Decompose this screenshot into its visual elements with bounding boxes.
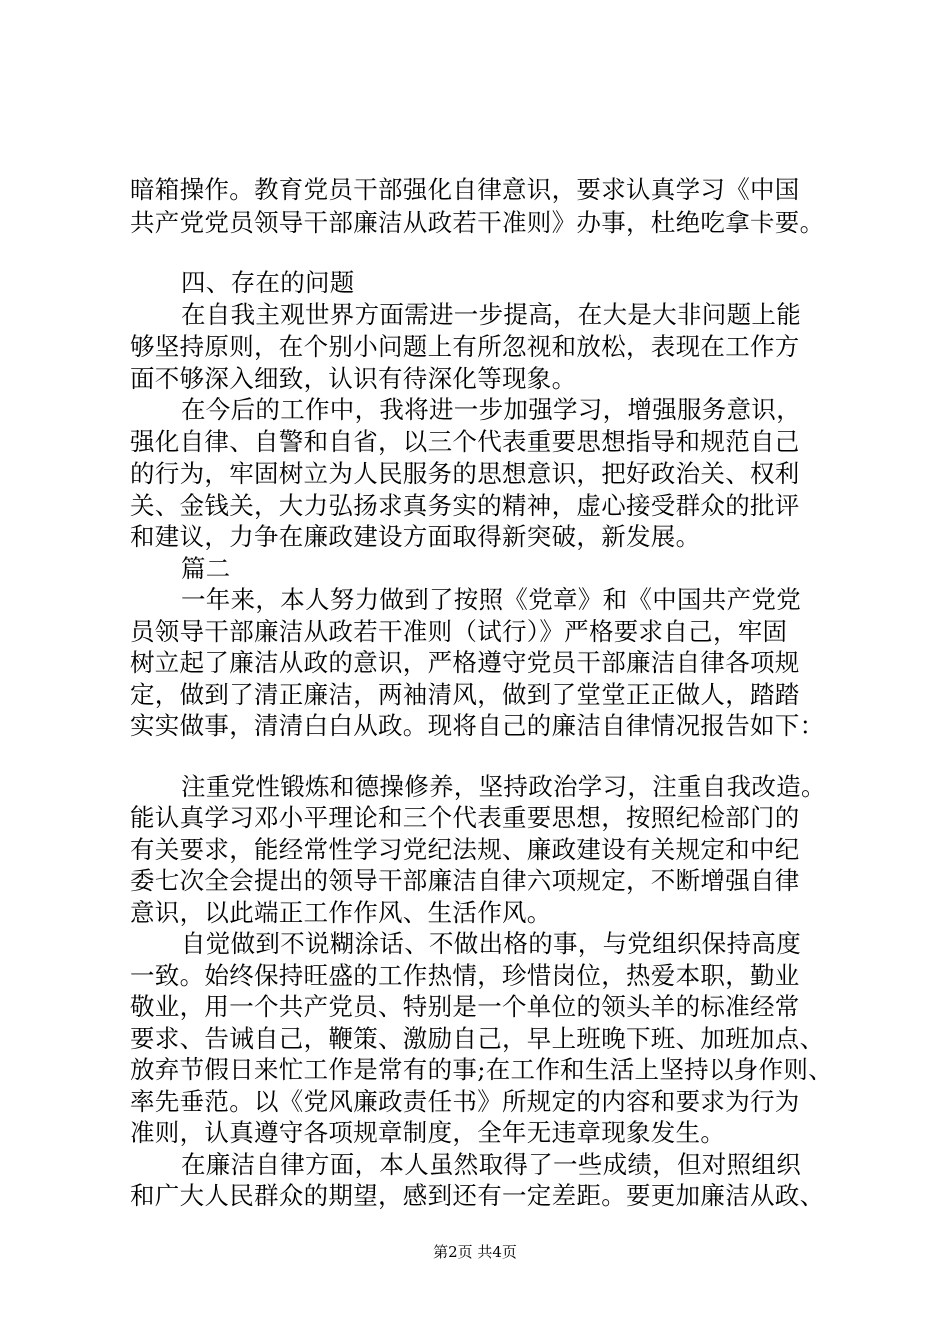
text-line: 强化自律、自警和自省，以三个代表重要思想指导和规范自己 — [130, 427, 800, 456]
text-line: 和广大人民群众的期望，感到还有一定差距。要更加廉洁从政、 — [130, 1181, 825, 1210]
text-line: 意识，以此端正工作作风、生活作风。 — [130, 898, 552, 927]
text-line: 一致。始终保持旺盛的工作热情，珍惜岗位，热爱本职，勤业 — [130, 961, 800, 990]
text-line: 够坚持原则，在个别小问题上有所忽视和放松，表现在工作方 — [130, 332, 800, 361]
section-heading: 篇二 — [181, 554, 231, 583]
text-line: 在自我主观世界方面需进一步提高，在大是大非问题上能 — [181, 300, 801, 329]
text-line: 能认真学习邓小平理论和三个代表重要思想，按照纪检部门的 — [130, 803, 800, 832]
text-line: 在廉洁自律方面，本人虽然取得了一些成绩，但对照组织 — [181, 1150, 801, 1179]
text-line: 注重党性锻炼和德操修养，坚持政治学习，注重自我改造。 — [181, 772, 826, 801]
text-line: 放弃节假日来忙工作是常有的事;在工作和生活上坚持以身作则、 — [130, 1055, 833, 1084]
text-line: 准则，认真遵守各项规章制度，全年无违章现象发生。 — [130, 1118, 726, 1147]
text-line: 和建议，力争在廉政建设方面取得新突破，新发展。 — [130, 522, 701, 551]
text-line: 关、金钱关，大力弘扬求真务实的精神，虚心接受群众的批评 — [130, 491, 800, 520]
text-line: 自觉做到不说糊涂话、不做出格的事，与党组织保持高度 — [181, 929, 801, 958]
text-line: 面不够深入细致，认识有待深化等现象。 — [130, 364, 577, 393]
text-line: 有关要求，能经常性学习党纪法规、廉政建设有关规定和中纪 — [130, 835, 800, 864]
text-line: 一年来，本人努力做到了按照《党章》和《中国共产党党 — [181, 585, 801, 614]
text-line: 实实做事，清清白白从政。现将自己的廉洁自律情况报告如下： — [130, 711, 825, 740]
section-heading: 四、存在的问题 — [181, 268, 355, 297]
text-line: 树立起了廉洁从政的意识，严格遵守党员干部廉洁自律各项规 — [130, 648, 800, 677]
text-line: 的行为，牢固树立为人民服务的思想意识，把好政治关、权利 — [130, 459, 800, 488]
text-line: 定，做到了清正廉洁，两袖清风，做到了堂堂正正做人，踏踏 — [130, 680, 800, 709]
text-line: 率先垂范。以《党风廉政责任书》所规定的内容和要求为行为 — [130, 1087, 800, 1116]
text-line: 共产党党员领导干部廉洁从政若干准则》办事，杜绝吃拿卡要。 — [130, 208, 825, 237]
text-line: 员领导干部廉洁从政若干准则（试行）》严格要求自己，牢固 — [130, 617, 788, 646]
text-line: 暗箱操作。教育党员干部强化自律意识，要求认真学习《中国 — [130, 175, 800, 204]
text-line: 委七次全会提出的领导干部廉洁自律六项规定，不断增强自律 — [130, 866, 800, 895]
text-line: 要求、告诫自己，鞭策、激励自己，早上班晚下班、加班加点、 — [130, 1024, 825, 1053]
page-footer: 第2页 共4页 — [433, 1243, 517, 1261]
text-line: 在今后的工作中，我将进一步加强学习，增强服务意识， — [181, 395, 801, 424]
text-line: 敬业，用一个共产党员、特别是一个单位的领头羊的标准经常 — [130, 992, 800, 1021]
